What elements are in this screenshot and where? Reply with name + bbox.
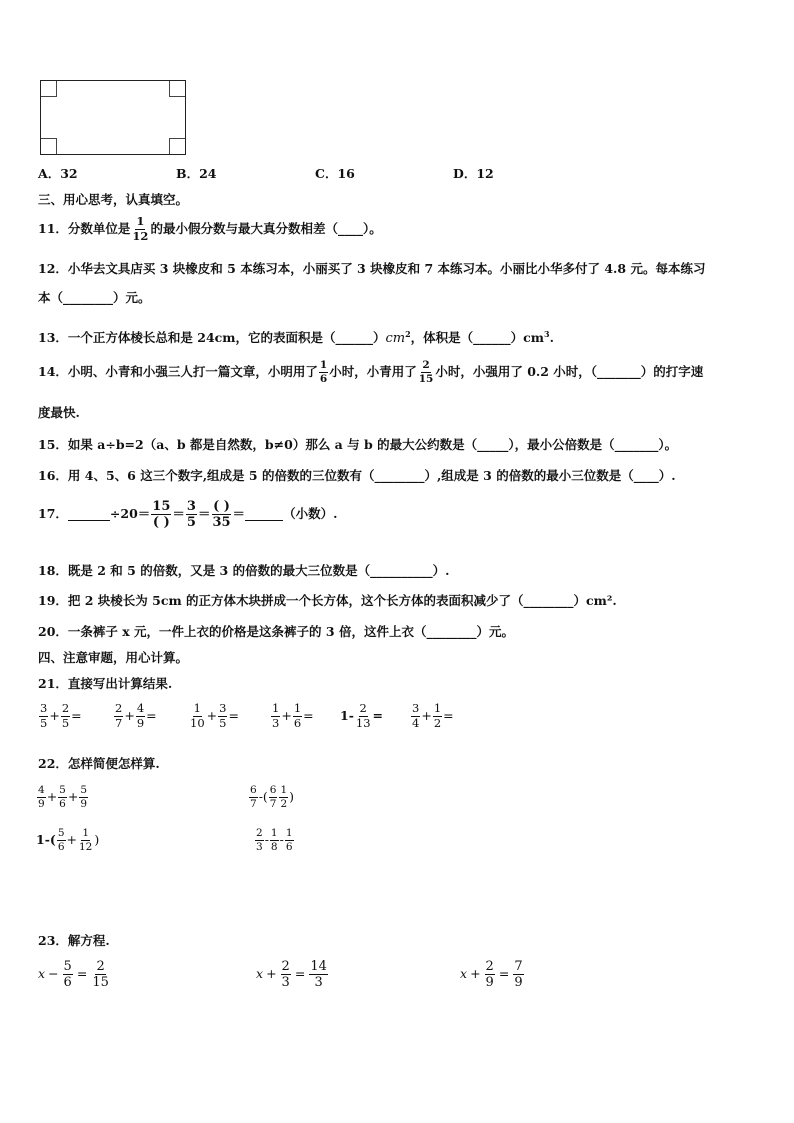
corner-square-icon — [41, 138, 57, 154]
corner-square-icon — [41, 81, 57, 97]
corner-square-icon — [169, 138, 185, 154]
corner-square-icon — [169, 81, 185, 97]
question-12-line1: 12．小华去文具店买 3 块橡皮和 5 本练习本，小丽买了 3 块橡皮和 7 本练习本。小丽比小华多付了 4.8 元。每本练习 — [38, 261, 706, 276]
question-22-title: 22．怎样简便怎样算. — [38, 756, 160, 771]
section-3-heading: 三、用心思考，认真填空。 — [38, 192, 189, 207]
question-14-line2: 度最快. — [38, 405, 80, 420]
question-22-expression-2: $\frac{6}{7}$ -( $\frac{6}{7}$ $\frac{1}{2}$ ) — [250, 784, 295, 810]
equation-1: x − $\frac{5}{6}$ = $\frac{2}{15}$ — [38, 959, 109, 990]
expression: $\frac{2}{7}$ + $\frac{4}{9}$ = — [115, 701, 157, 730]
question-11: 11． 分数单位是 $\frac{1}{12}$ 的最小假分数与最大真分数相差（____）。 — [38, 214, 382, 243]
question-19: 19．把 2 块棱长为 5cm 的正方体木块拼成一个长方体，这个长方体的表面积减少了（________）cm². — [38, 593, 617, 608]
question-23-title: 23．解方程. — [38, 933, 110, 948]
equation-3: x + $\frac{2}{9}$ = $\frac{7}{9}$ — [460, 959, 523, 990]
question-22-expression-3: 1-( $\frac{5}{6}$ + $\frac{1}{12}$ ) — [36, 827, 100, 853]
question-22-expression-4: $\frac{2}{3}$ - $\frac{1}{8}$ - $\frac{1}{6}$ — [256, 827, 293, 853]
question-13: 13．一个正方体棱长总和是 24cm，它的表面积是$(\_\_\_\_\_\_)cm^2$，体积是$(\_\_\_\_\_\_)cm^3$. — [38, 329, 554, 347]
answer-blank[interactable] — [68, 508, 110, 521]
question-12-line2: 本（________）元。 — [38, 290, 151, 305]
option-b: B．24 — [176, 166, 217, 181]
question-21-title: 21．直接写出计算结果. — [38, 676, 173, 691]
question-18: 18．既是 2 和 5 的倍数，又是 3 的倍数的最大三位数是（__________）. — [38, 563, 450, 578]
equation-2: x + $\frac{2}{3}$ = $\frac{14}{3}$ — [256, 959, 327, 990]
rectangle-figure — [40, 80, 186, 155]
question-22-expression-1: $\frac{4}{9}$ + $\frac{5}{6}$ + $\frac{5}{9}$ — [38, 784, 88, 810]
answer-blank[interactable] — [245, 508, 283, 521]
option-d: D．12 — [453, 166, 494, 181]
question-16: 16．用 4、5、6 这三个数字,组成是 5 的倍数的三位数有（________）,组成是 3 的倍数的最小三位数是（____）. — [38, 468, 676, 483]
expression: $\frac{3}{5}$ + $\frac{2}{5}$ = — [40, 701, 82, 730]
expression: $\frac{3}{4}$ + $\frac{1}{2}$ = — [412, 701, 454, 730]
option-a: A．32 — [38, 166, 78, 181]
question-20: 20．一条裤子 x 元，一件上衣的价格是这条裤子的 3 倍，这件上衣（________）元。 — [38, 624, 514, 639]
expression: $\frac{1}{3}$ + $\frac{1}{6}$ = — [272, 701, 314, 730]
question-15: 15．如果 a÷b=2（a、b 都是自然数，b≠0）那么 a 与 b 的最大公约数是（_____），最小公倍数是（_______）。 — [38, 437, 678, 452]
expression: $\frac{1}{10}$ + $\frac{3}{5}$ = — [190, 701, 239, 730]
question-17: 17． ÷20＝ $\frac{15}{( )}$ ＝ $\frac{3}{5}$ ＝ $\frac{( )}{35}$ ＝ （小数）. — [38, 499, 338, 530]
expression: 1- $\frac{2}{13}$ = — [340, 701, 384, 730]
question-21-expressions — [38, 703, 480, 729]
question-14-line1: 14．小明、小青和小强三人打一篇文章，小明用了 $\frac{1}{6}$ 小时，小青用了 $\frac{2}{15}$ 小时，小强用了 0.2 小时，（_______）的打字速 — [38, 359, 704, 385]
section-4-heading: 四、注意审题，用心计算。 — [38, 650, 189, 665]
option-c: C．16 — [315, 166, 355, 181]
